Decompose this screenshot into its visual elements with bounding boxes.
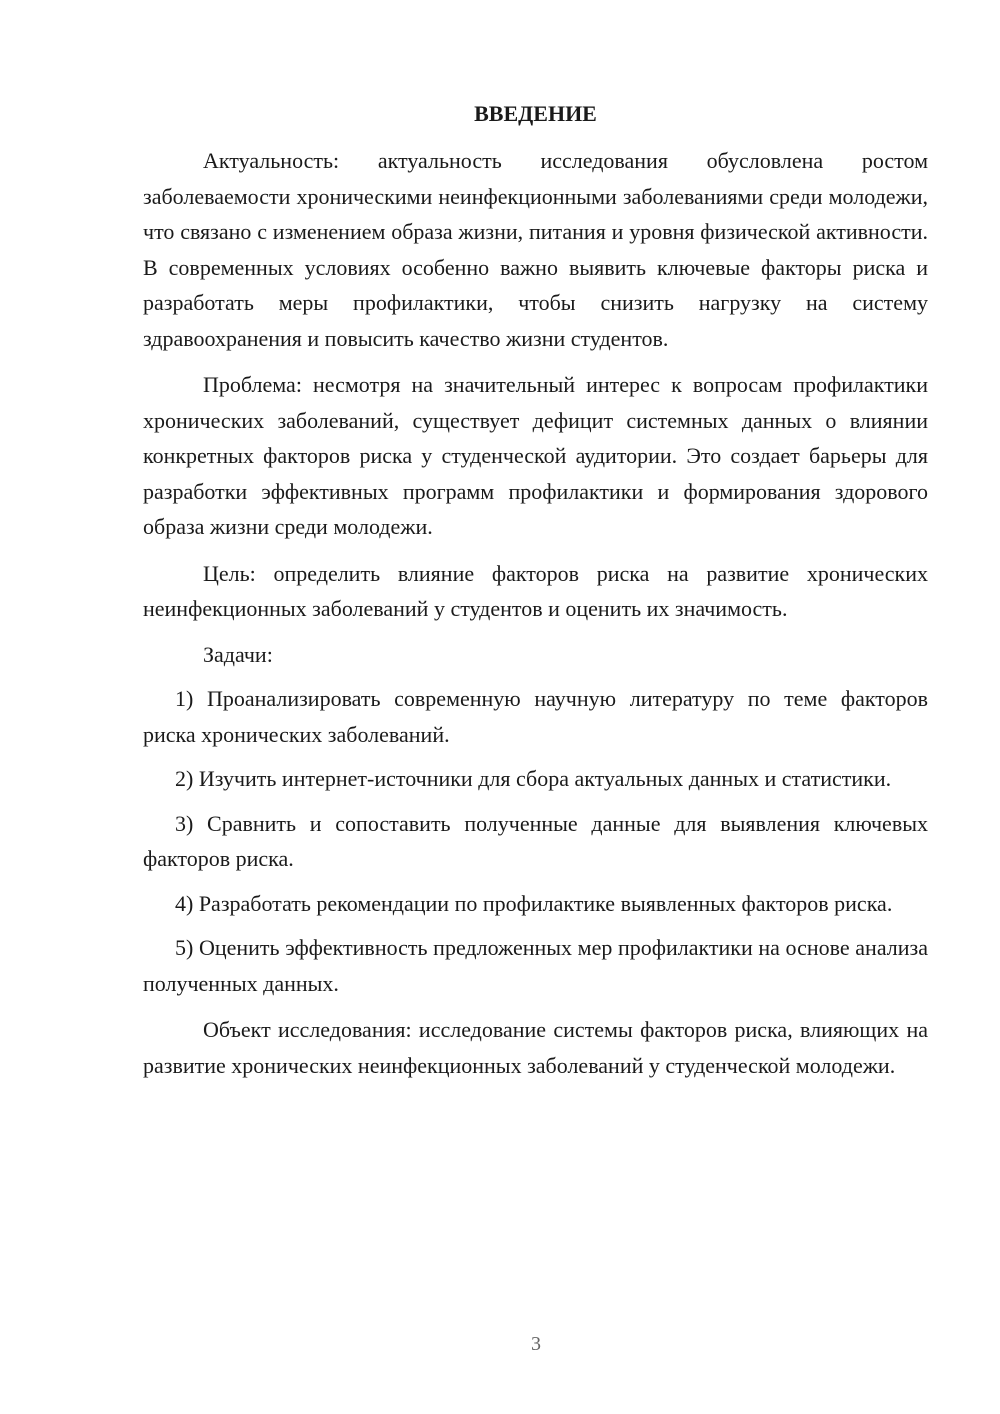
goal-paragraph: Цель: определить влияние факторов риска на развитие хронических неинфекционных заболеваний у студентов и оценить их значимость. [143, 560, 928, 621]
object-paragraph: Объект исследования: исследование системы факторов риска, влияющих на развитие хронических неинфекционных заболеваний у студенческой молодежи. [143, 1017, 928, 1078]
task-item: 3) Сравнить и сопоставить полученные данные для выявления ключевых факторов риска. [143, 810, 928, 871]
page-content [143, 96, 928, 1083]
task-item: 5) Оценить эффективность предложенных мер профилактики на основе анализа полученных данных. [143, 935, 928, 996]
relevance-paragraph: Актуальность: актуальность исследования обусловлена ростом заболеваемости хроническими неинфекционными заболеваниями среди молодежи, что связано с изменением образа жизни, питания и уровня физической активности. В современных условиях особенно важно выявить ключевые факторы риска и разработать меры профилактики, чтобы снизить нагрузку на систему здравоохранения и повысить качество жизни студентов. [143, 148, 928, 351]
task-item: 1) Проанализировать современную научную литературу по теме факторов риска хронических заболеваний. [143, 686, 928, 747]
page-title: ВВЕДЕНИЕ [474, 101, 597, 126]
task-item: 4) Разработать рекомендации по профилактике выявленных факторов риска. [175, 890, 893, 916]
tasks-heading: Задачи: [203, 641, 273, 667]
problem-paragraph: Проблема: несмотря на значительный интерес к вопросам профилактики хронических заболеваний, существует дефицит системных данных о влиянии конкретных факторов риска у студенческой аудитории. Это создает барьеры для разработки эффективных программ профилактики и формирования здорового образа жизни среди молодежи. [143, 372, 928, 539]
page-number: 3 [531, 1333, 541, 1355]
task-item: 2) Изучить интернет-источники для сбора актуальных данных и статистики. [175, 766, 892, 791]
